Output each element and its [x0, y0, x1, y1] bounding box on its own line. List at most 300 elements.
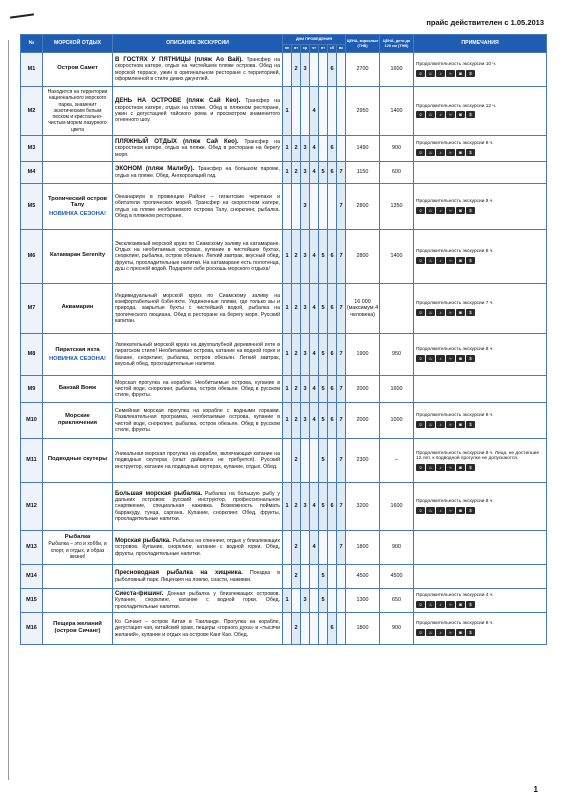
day-cell: 2 [292, 53, 301, 87]
excursion-table [20, 34, 547, 645]
top-bar [0, 0, 566, 34]
day-cell [310, 53, 319, 87]
price-adult: 16 000 (максимум 4 человека) [346, 284, 380, 334]
table-row [21, 230, 547, 284]
day-cell [310, 439, 319, 483]
day-cell: 6 [328, 53, 337, 87]
swim-icon: ≈ [446, 355, 455, 362]
tour-note [45, 311, 110, 313]
day-cell: 7 [337, 376, 346, 403]
day-cell: 7 [337, 184, 346, 230]
row-id: M4 [21, 162, 43, 184]
day-cell [301, 565, 310, 589]
description-cell [113, 284, 283, 334]
money-icon: $ [466, 111, 475, 118]
amenity-icons [416, 464, 544, 471]
day-cell: 4 [310, 87, 319, 136]
row-id: M14 [21, 565, 43, 589]
day-cell: 4 [310, 483, 319, 531]
tour-note [45, 391, 110, 393]
price-child: 1600 [380, 376, 414, 403]
excursion-text: Трансфер на большом пароме, отдых на пляже. Обед. Ангкорозящий гид. [115, 166, 280, 179]
row-id: M2 [21, 87, 43, 136]
tour-name: Аквамарин [61, 304, 94, 311]
table-row [21, 403, 547, 439]
tour-cell [43, 565, 113, 589]
meal-icon: ♨ [426, 309, 435, 316]
tour-name: Остров Самет [57, 65, 98, 72]
amenity-icons [416, 355, 544, 362]
drink-icon: ♪ [436, 601, 445, 608]
day-cell [301, 87, 310, 136]
price-child: – [380, 439, 414, 483]
day-cell [319, 184, 328, 230]
day-cell [319, 87, 328, 136]
money-icon: $ [466, 207, 475, 214]
table-row [21, 483, 547, 531]
camera-icon: ◙ [456, 309, 465, 316]
day-cell: 5 [319, 439, 328, 483]
day-cell: 6 [328, 403, 337, 439]
day-cell: 3 [301, 376, 310, 403]
amenity-icons [416, 257, 544, 264]
tour-cell [43, 284, 113, 334]
note-text: Продолжительность экскурсии 8 ч. [416, 413, 494, 419]
day-cell [292, 184, 301, 230]
price-child: 900 [380, 613, 414, 645]
price-child: 900 [380, 136, 414, 162]
day-cell: 2 [292, 531, 301, 565]
day-cell: 5 [319, 483, 328, 531]
note-text: Продолжительность экскурсии 4 ч. [416, 593, 494, 599]
day-cell: 1 [283, 334, 292, 376]
row-id: M10 [21, 403, 43, 439]
excursion-text: Океанариум в провинции Районг – гигантские черепахи и обитатели тропических морей. Трансфер на скоростном катере, отдых на пляже необитаемого острова Талу, снорклинг, рыбалка. Обед в пляжном ресторане. [115, 193, 280, 219]
notes-cell [414, 403, 547, 439]
guide-icon: ☺ [416, 309, 425, 316]
price-adult: 2000 [346, 376, 380, 403]
money-icon: $ [466, 464, 475, 471]
notes-cell [414, 613, 547, 645]
day-cell [319, 531, 328, 565]
day-cell: 7 [337, 284, 346, 334]
drink-icon: ♪ [436, 421, 445, 428]
tour-cell [43, 613, 113, 645]
day-cell: 5 [319, 565, 328, 589]
excursion-text: Трансфер на скоростном катере, отдых на пляже. Обед в ресторане на берегу моря. [115, 139, 280, 158]
price-list-date: прайс действителен с 1.05.2013 [426, 18, 544, 27]
corner-mark [10, 13, 34, 18]
day-cell: 7 [337, 230, 346, 284]
description-cell [113, 376, 283, 403]
money-icon: $ [466, 149, 475, 156]
tour-cell [43, 136, 113, 162]
day-cell: 2 [292, 483, 301, 531]
day-cell: 2 [292, 284, 301, 334]
excursion-text: Ко Сичанг – остров Китая в Таиланде. Прогулка на корабле, дегустация чая, китайский храм, пещеры «горного духа» и «тысячи желаний», купание и отдых на острове Канг Као. Обед. [115, 619, 280, 638]
note-text: Продолжительность экскурсии 7 ч. [416, 301, 494, 307]
day-cell: 5 [319, 162, 328, 184]
row-id: M6 [21, 230, 43, 284]
day-cell [328, 589, 337, 613]
camera-icon: ◙ [456, 421, 465, 428]
camera-icon: ◙ [456, 207, 465, 214]
description-cell [113, 162, 283, 184]
note-text: Продолжительность экскурсии 8 ч. [416, 499, 494, 505]
table-row [21, 439, 547, 483]
swim-icon: ≈ [446, 207, 455, 214]
camera-icon: ◙ [456, 111, 465, 118]
notes-cell [414, 284, 547, 334]
excursion-title: ЭКОНОМ (пляж Малибу). [115, 165, 195, 173]
day-cell: 6 [328, 136, 337, 162]
excursion-title: В ГОСТЯХ У ПЯТНИЦЫ (пляж Ао Вай). [115, 55, 243, 63]
note-text: Продолжительность экскурсии 8 ч. [416, 199, 494, 205]
table-row [21, 184, 547, 230]
day-cell [301, 531, 310, 565]
price-adult: 1150 [346, 162, 380, 184]
price-child: 650 [380, 589, 414, 613]
table-row [21, 376, 547, 403]
tour-cell [43, 162, 113, 184]
excursion-title: Сиеста-фишинг. [115, 590, 164, 598]
tour-note [45, 259, 110, 261]
price-adult: 1490 [346, 136, 380, 162]
price-adult: 1800 [346, 531, 380, 565]
day-cell [337, 53, 346, 87]
price-adult: 3200 [346, 483, 380, 531]
binding-edge [8, 40, 15, 780]
description-cell [113, 483, 283, 531]
drink-icon: ♪ [436, 149, 445, 156]
day-header: вт [292, 45, 301, 53]
excursion-text: Рыбалка на большую рыбу у дальних островов: русский инструктор, профессиональное снаряжение, специальная наживка. Возможность поймать барракуду, тунца, саргана. Купание, снорклинг. Обед, фрукты, прохладительные напитки. [115, 490, 280, 523]
day-cell: 5 [319, 376, 328, 403]
tour-note [45, 576, 110, 578]
tour-cell [43, 376, 113, 403]
amenity-icons [416, 507, 544, 514]
camera-icon: ◙ [456, 464, 465, 471]
day-cell [283, 184, 292, 230]
guide-icon: ☺ [416, 601, 425, 608]
day-cell: 3 [301, 184, 310, 230]
day-cell: 3 [301, 334, 310, 376]
note-text: Продолжительность экскурсии 10 ч. [416, 62, 497, 68]
notes-cell [414, 53, 547, 87]
tour-cell [43, 403, 113, 439]
drink-icon: ♪ [436, 309, 445, 316]
tour-note [45, 172, 110, 174]
day-cell: 3 [301, 589, 310, 613]
table-row [21, 613, 547, 645]
notes-cell [414, 136, 547, 162]
day-cell [337, 589, 346, 613]
guide-icon: ☺ [416, 507, 425, 514]
day-cell: 6 [328, 334, 337, 376]
tour-note [45, 72, 110, 74]
tour-name: Катамаран Serenity [49, 252, 106, 259]
day-cell [319, 136, 328, 162]
day-cell [328, 184, 337, 230]
tour-note: Находится на территории национального морского парка, знаменит экзотическим белым песком и кристально-чистым морем лазурного цвета [47, 89, 108, 133]
notes-cell [414, 589, 547, 613]
excursion-text: Трансфер на скоростном катере, отдых на чистейшем пляже острова. Обед на морской террасе, ужин в оригинальном ресторане с территорией, оформленной в стиле диких джунглей. [115, 56, 280, 82]
day-cell: 4 [310, 136, 319, 162]
swim-icon: ≈ [446, 629, 455, 636]
meal-icon: ♨ [426, 149, 435, 156]
notes-cell [414, 565, 547, 589]
excursion-text: Семейная морская прогулка на корабле с водными горками. Развлекательная программа, необитаемые острова, купание в чистой воде, снорклинг, рыбалка, остров обезьян. Обед в русском стиле, фрукты. [115, 407, 280, 433]
day-cell [283, 613, 292, 645]
swim-icon: ≈ [446, 111, 455, 118]
col-tour: МОРСКОЙ ОТДЫХ [43, 35, 113, 53]
day-header: ср [301, 45, 310, 53]
description-cell [113, 334, 283, 376]
notes-cell [414, 87, 547, 136]
day-cell: 1 [283, 284, 292, 334]
description-cell [113, 230, 283, 284]
tour-cell [43, 531, 113, 565]
description-cell [113, 589, 283, 613]
meal-icon: ♨ [426, 70, 435, 77]
day-cell [337, 87, 346, 136]
row-id: M9 [21, 376, 43, 403]
row-id: M5 [21, 184, 43, 230]
camera-icon: ◙ [456, 355, 465, 362]
table-row [21, 589, 547, 613]
day-cell: 7 [337, 483, 346, 531]
tour-cell [43, 53, 113, 87]
drink-icon: ♪ [436, 464, 445, 471]
day-cell: 2 [292, 162, 301, 184]
day-cell [283, 565, 292, 589]
day-cell: 6 [328, 162, 337, 184]
tour-note [45, 463, 110, 465]
tour-name: Тропический остров Талу [47, 196, 108, 209]
price-child: 1350 [380, 184, 414, 230]
row-id: M15 [21, 589, 43, 613]
price-adult: 1800 [346, 613, 380, 645]
price-adult: 2000 [346, 403, 380, 439]
day-cell: 5 [319, 284, 328, 334]
day-cell [292, 87, 301, 136]
col-price-adult: ЦЕНА, взрослые (ТНВ) [346, 35, 380, 53]
excursion-text: Донная рыбалка у близлежащих островов. Купание, снорклинг, катание с водной горки. Обед, прохладительные напитки. [115, 591, 280, 610]
tour-name: Рыбалка [64, 533, 91, 540]
meal-icon: ♨ [426, 355, 435, 362]
excursion-title: Морская рыбалка. [115, 537, 171, 545]
swim-icon: ≈ [446, 70, 455, 77]
day-cell: 1 [283, 87, 292, 136]
amenity-icons [416, 309, 544, 316]
day-cell: 6 [328, 284, 337, 334]
day-cell: 2 [292, 613, 301, 645]
money-icon: $ [466, 421, 475, 428]
day-header: сб [328, 45, 337, 53]
money-icon: $ [466, 507, 475, 514]
day-cell: 1 [283, 162, 292, 184]
day-cell [283, 531, 292, 565]
day-cell: 3 [301, 162, 310, 184]
note-text: Продолжительность экскурсии 8 ч. [416, 621, 494, 627]
day-cell [328, 439, 337, 483]
day-cell: 2 [292, 439, 301, 483]
note-text: Продолжительность экскурсии 8 ч. [416, 347, 494, 353]
day-cell: 4 [310, 334, 319, 376]
day-cell [337, 565, 346, 589]
drink-icon: ♪ [436, 70, 445, 77]
amenity-icons [416, 601, 544, 608]
day-cell: 1 [283, 483, 292, 531]
day-cell: 1 [283, 589, 292, 613]
row-id: M13 [21, 531, 43, 565]
tour-note [45, 506, 110, 508]
description-cell [113, 439, 283, 483]
day-cell: 1 [283, 376, 292, 403]
tour-name: Банзай Вояж [58, 384, 97, 391]
day-cell [337, 136, 346, 162]
day-cell: 7 [337, 531, 346, 565]
description-cell [113, 136, 283, 162]
day-cell [328, 531, 337, 565]
day-cell: 2 [292, 403, 301, 439]
day-cell: 3 [301, 230, 310, 284]
new-season-badge: НОВИНКА СЕЗОНА! [49, 210, 106, 217]
tour-cell [43, 87, 113, 136]
money-icon: $ [466, 70, 475, 77]
tour-note [45, 634, 110, 636]
new-season-badge: НОВИНКА СЕЗОНА! [49, 355, 106, 362]
drink-icon: ♪ [436, 507, 445, 514]
day-cell [310, 613, 319, 645]
day-cell: 2 [292, 334, 301, 376]
excursion-text: Морская прогулка на корабле. Необитаемые острова, купание в чистой воде, снорклинг, рыбалка, остров обезьян. Обед в русском стиле, фрукты. [115, 379, 280, 399]
table-row [21, 136, 547, 162]
col-price-child: ЦЕНА, дети до 120 см (ТНВ) [380, 35, 414, 53]
price-adult: 2800 [346, 184, 380, 230]
day-cell: 1 [283, 403, 292, 439]
amenity-icons [416, 149, 544, 156]
meal-icon: ♨ [426, 207, 435, 214]
amenity-icons [416, 207, 544, 214]
camera-icon: ◙ [456, 601, 465, 608]
tour-name: Подводные скутеры [47, 456, 108, 463]
table-row [21, 531, 547, 565]
tour-cell [43, 589, 113, 613]
price-child: 950 [380, 334, 414, 376]
money-icon: $ [466, 257, 475, 264]
page-number: 1 [533, 785, 538, 794]
notes-cell [414, 184, 547, 230]
guide-icon: ☺ [416, 149, 425, 156]
excursion-text: Увлекательный морской круиз на двухпалубной деревянной яхте в пиратском стиле! Необитаемые острова, катание на водной горке и банане, снорклинг, рыбалка, остров обезьян. Легкий завтрак, вкусный обед, прохладительные напитки. [115, 341, 280, 367]
day-cell [328, 87, 337, 136]
row-id: M8 [21, 334, 43, 376]
excursion-text: Эксклюзивный морской круиз по Сиамскому заливу на катамаране. Отдых на необитаемых островах, купание в чистейших бухтах, снорклинг, рыбалка, остров обезьян. Легкий завтрак, вкусный обед, фрукты, прохладительные напитки. На катамаране есть полотенца, душ с пресной водой. Подарите себе роскошь морского отдыха! [115, 240, 280, 273]
table-row [21, 162, 547, 184]
excursion-text: Трансфер на скоростном катере, отдых на пляже. Обед в пляжном ресторане, ужин с дегустацией тайского рома и просмотром знаменитого огненного шоу. [115, 98, 280, 124]
description-cell [113, 531, 283, 565]
day-cell: 4 [310, 284, 319, 334]
swim-icon: ≈ [446, 257, 455, 264]
day-cell: 5 [319, 230, 328, 284]
table-row [21, 87, 547, 136]
meal-icon: ♨ [426, 257, 435, 264]
camera-icon: ◙ [456, 629, 465, 636]
day-cell: 2 [292, 136, 301, 162]
day-header: вс [337, 45, 346, 53]
guide-icon: ☺ [416, 257, 425, 264]
day-cell: 1 [283, 136, 292, 162]
excursion-title: ПЛЯЖНЫЙ ОТДЫХ (пляж Сай Кео). [115, 138, 239, 146]
col-description: ОПИСАНИЕ ЭКСКУРСИИ [113, 35, 283, 53]
money-icon: $ [466, 355, 475, 362]
meal-icon: ♨ [426, 464, 435, 471]
description-cell [113, 613, 283, 645]
description-cell [113, 403, 283, 439]
day-cell: 6 [328, 483, 337, 531]
day-cell [301, 439, 310, 483]
day-cell: 3 [301, 483, 310, 531]
swim-icon: ≈ [446, 149, 455, 156]
day-cell: 7 [337, 162, 346, 184]
swim-icon: ≈ [446, 309, 455, 316]
price-adult: 4500 [346, 565, 380, 589]
row-id: M12 [21, 483, 43, 531]
day-cell: 3 [301, 284, 310, 334]
money-icon: $ [466, 309, 475, 316]
notes-cell [414, 483, 547, 531]
day-cell: 5 [319, 589, 328, 613]
day-cell [319, 613, 328, 645]
description-cell [113, 565, 283, 589]
table-row [21, 284, 547, 334]
day-cell: 6 [328, 376, 337, 403]
tour-cell [43, 230, 113, 284]
tour-cell [43, 184, 113, 230]
swim-icon: ≈ [446, 421, 455, 428]
description-cell [113, 184, 283, 230]
tour-name: Пещера желаний (остров Сичанг) [53, 621, 102, 634]
guide-icon: ☺ [416, 70, 425, 77]
day-cell: 4 [310, 403, 319, 439]
amenity-icons [416, 111, 544, 118]
row-id: M3 [21, 136, 43, 162]
price-child: 600 [380, 162, 414, 184]
guide-icon: ☺ [416, 464, 425, 471]
tour-note [45, 148, 110, 150]
price-child: 900 [380, 531, 414, 565]
amenity-icons [416, 629, 544, 636]
day-cell: 7 [337, 334, 346, 376]
day-cell [310, 589, 319, 613]
swim-icon: ≈ [446, 601, 455, 608]
excursion-text: Уникальная морская прогулка на корабле, включающая катание на подводных скутерах (опыт дайвинга не требуется). Русский инструктор, катание на подводных скутерах, купание, отдых. Обед. [115, 451, 280, 470]
camera-icon: ◙ [456, 257, 465, 264]
note-text: Продолжительность экскурсии 8 ч. Лица, не достигшие 12 лет, к подводной прогулке не допускаются. [416, 450, 540, 462]
tour-note [45, 426, 110, 428]
day-header: пт [319, 45, 328, 53]
day-cell: 4 [310, 531, 319, 565]
note-text: Продолжительность экскурсии 8 ч. [416, 141, 494, 147]
amenity-icons [416, 70, 544, 77]
tour-name: Пиратская яхта [55, 347, 100, 354]
day-cell [301, 613, 310, 645]
notes-cell [414, 162, 547, 184]
day-cell: 3 [301, 403, 310, 439]
guide-icon: ☺ [416, 421, 425, 428]
drink-icon: ♪ [436, 257, 445, 264]
